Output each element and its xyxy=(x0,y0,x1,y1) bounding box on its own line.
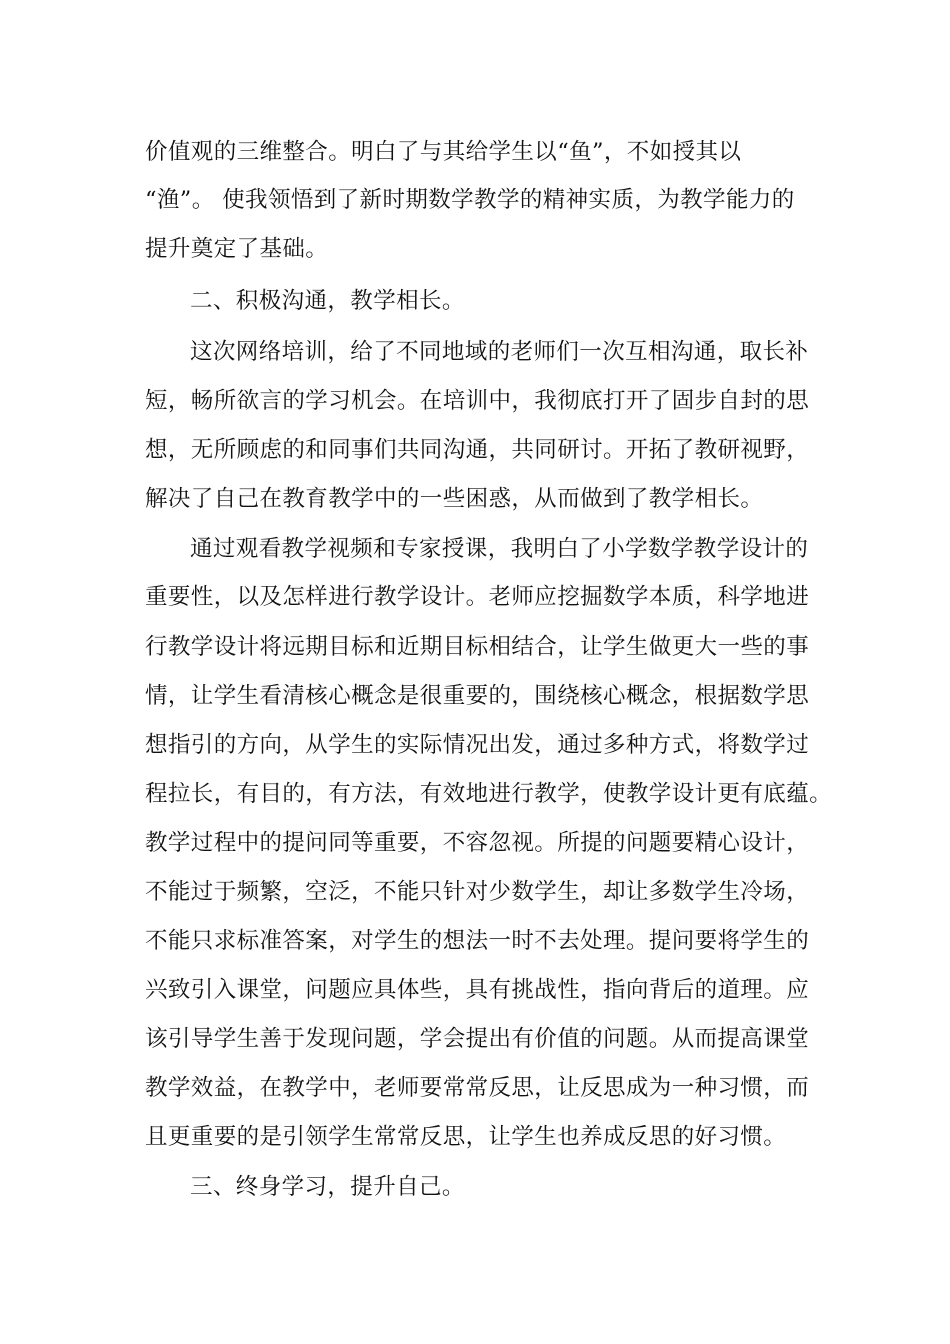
text-line-19: 该引导学生善于发现问题，学会提出有价值的问题。从而提高课堂 xyxy=(145,1026,810,1052)
text-line-20: 教学效益，在教学中，老师要常常反思，让反思成为一种习惯，而 xyxy=(145,1075,810,1101)
text-line-5: 这次网络培训，给了不同地域的老师们一次互相沟通，取长补 xyxy=(190,339,809,365)
section-heading-3: 三、终身学习，提升自己。 xyxy=(190,1174,465,1200)
text-line-10: 重要性，以及怎样进行教学设计。老师应挖掘数学本质，科学地进 xyxy=(145,584,810,610)
text-line-1: 价值观的三维整合。明白了与其给学生以“鱼”，不如授其以 xyxy=(145,139,742,165)
text-line-14: 程拉长，有目的，有方法，有效地进行教学，使教学设计更有底蕴。 xyxy=(145,781,833,807)
text-line-2: “渔”。 使我领悟到了新时期数学教学的精神实质，为教学能力的 xyxy=(145,187,795,213)
text-line-13: 想指引的方向，从学生的实际情况出发，通过多种方式，将数学过 xyxy=(145,732,810,758)
text-line-18: 兴致引入课堂，问题应具体些，具有挑战性，指向背后的道理。应 xyxy=(145,977,810,1003)
text-line-8: 解决了自己在教育教学中的一些困惑，从而做到了教学相长。 xyxy=(145,486,764,512)
text-line-3: 提升奠定了基础。 xyxy=(145,236,329,262)
text-line-9: 通过观看教学视频和专家授课，我明白了小学数学教学设计的 xyxy=(190,536,809,562)
text-line-16: 不能过于频繁，空泛，不能只针对少数学生，却让多数学生冷场， xyxy=(145,879,810,905)
text-line-17: 不能只求标准答案，对学生的想法一时不去处理。提问要将学生的 xyxy=(145,928,810,954)
text-line-7: 想，无所顾虑的和同事们共同沟通，共同研讨。开拓了教研视野， xyxy=(145,437,810,463)
text-line-12: 情，让学生看清核心概念是很重要的，围绕核心概念，根据数学思 xyxy=(145,683,810,709)
text-line-11: 行教学设计将远期目标和近期目标相结合，让学生做更大一些的事 xyxy=(145,634,810,660)
text-line-15: 教学过程中的提问同等重要，不容忽视。所提的问题要精心设计， xyxy=(145,830,810,856)
text-line-21: 且更重要的是引领学生常常反思，让学生也养成反思的好习惯。 xyxy=(145,1124,787,1150)
section-heading-2: 二、积极沟通，教学相长。 xyxy=(190,288,465,314)
text-line-6: 短，畅所欲言的学习机会。在培训中，我彻底打开了固步自封的思 xyxy=(145,388,810,414)
